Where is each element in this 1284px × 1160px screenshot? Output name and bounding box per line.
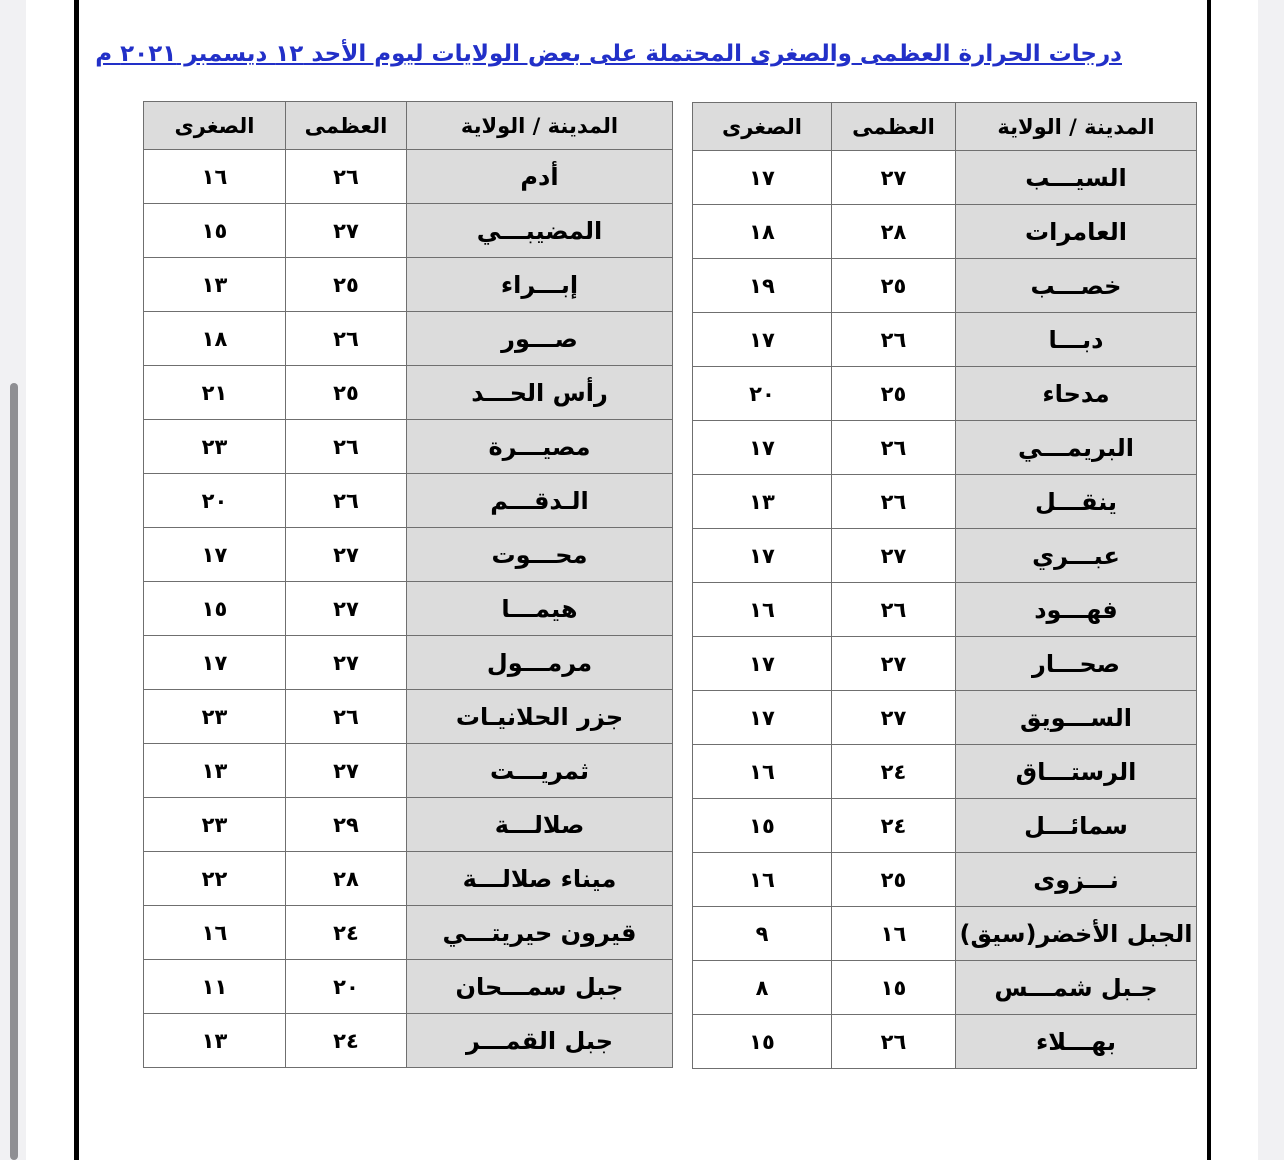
max-temp-cell: ٢٦ bbox=[832, 1015, 956, 1069]
city-cell: هيمـــا bbox=[407, 582, 673, 636]
city-cell: جـبل شمـــس bbox=[956, 961, 1197, 1015]
city-cell: بهـــلاء bbox=[956, 1015, 1197, 1069]
min-temp-cell: ٢٣ bbox=[144, 420, 286, 474]
table-row bbox=[144, 312, 673, 366]
table-row bbox=[144, 420, 673, 474]
city-cell: السيـــب bbox=[956, 151, 1197, 205]
city-cell: مدحاء bbox=[956, 367, 1197, 421]
min-temp-cell: ٢٠ bbox=[144, 474, 286, 528]
temperature-table-left bbox=[143, 101, 673, 1068]
city-cell: البريمـــي bbox=[956, 421, 1197, 475]
max-temp-cell: ٢٧ bbox=[286, 204, 407, 258]
max-temp-cell: ٢٦ bbox=[286, 690, 407, 744]
city-cell: سمائـــل bbox=[956, 799, 1197, 853]
city-cell: مرمـــول bbox=[407, 636, 673, 690]
table-row bbox=[144, 690, 673, 744]
table-row bbox=[144, 852, 673, 906]
city-cell: جبل سمـــحان bbox=[407, 960, 673, 1014]
max-temp-cell: ٢٧ bbox=[832, 529, 956, 583]
table-row bbox=[693, 1015, 1197, 1069]
min-temp-cell: ١٧ bbox=[693, 637, 832, 691]
table-row bbox=[693, 691, 1197, 745]
max-temp-cell: ٢٥ bbox=[832, 259, 956, 313]
max-temp-cell: ٢٥ bbox=[286, 258, 407, 312]
city-cell: الســـويق bbox=[956, 691, 1197, 745]
min-temp-cell: ١٣ bbox=[144, 258, 286, 312]
city-cell: مصيـــرة bbox=[407, 420, 673, 474]
min-temp-cell: ٩ bbox=[693, 907, 832, 961]
max-temp-cell: ٢٧ bbox=[286, 636, 407, 690]
table-header-row bbox=[693, 103, 1197, 151]
table-row bbox=[693, 907, 1197, 961]
header-min: الصغرى bbox=[144, 102, 286, 150]
city-cell: العامرات bbox=[956, 205, 1197, 259]
table-row bbox=[144, 960, 673, 1014]
min-temp-cell: ٢٢ bbox=[144, 852, 286, 906]
header-city: المدينة / الولاية bbox=[956, 103, 1197, 151]
max-temp-cell: ٢٦ bbox=[286, 150, 407, 204]
table-row bbox=[144, 636, 673, 690]
max-temp-cell: ٢٦ bbox=[286, 420, 407, 474]
min-temp-cell: ١٧ bbox=[693, 151, 832, 205]
table-row bbox=[693, 313, 1197, 367]
table-row bbox=[693, 745, 1197, 799]
max-temp-cell: ٢٧ bbox=[286, 744, 407, 798]
header-min: الصغرى bbox=[693, 103, 832, 151]
right-margin bbox=[1258, 0, 1284, 1160]
city-cell: خصـــب bbox=[956, 259, 1197, 313]
city-cell: فهـــود bbox=[956, 583, 1197, 637]
max-temp-cell: ٢٤ bbox=[286, 1014, 407, 1068]
page-title: درجات الحرارة العظمى والصغرى المحتملة على بعض الولايات ليوم الأحد ١٢ ديسمبر ٢٠٢١ م bbox=[95, 41, 1122, 67]
city-cell: جزر الحلانيـات bbox=[407, 690, 673, 744]
vertical-scrollbar[interactable] bbox=[10, 383, 18, 1160]
min-temp-cell: ١٧ bbox=[693, 529, 832, 583]
table-row bbox=[693, 475, 1197, 529]
max-temp-cell: ٢٥ bbox=[286, 366, 407, 420]
min-temp-cell: ١٨ bbox=[144, 312, 286, 366]
max-temp-cell: ٢٦ bbox=[832, 421, 956, 475]
max-temp-cell: ٢٦ bbox=[286, 474, 407, 528]
city-cell: صلالـــة bbox=[407, 798, 673, 852]
table-row bbox=[144, 582, 673, 636]
max-temp-cell: ٢٦ bbox=[286, 312, 407, 366]
table-row bbox=[144, 474, 673, 528]
table-row bbox=[693, 961, 1197, 1015]
table-row bbox=[144, 906, 673, 960]
city-cell: قيرون حيريتـــي bbox=[407, 906, 673, 960]
table-row bbox=[144, 366, 673, 420]
table-row bbox=[693, 637, 1197, 691]
max-temp-cell: ٢٥ bbox=[832, 853, 956, 907]
min-temp-cell: ١٦ bbox=[144, 906, 286, 960]
table-row bbox=[144, 204, 673, 258]
header-city: المدينة / الولاية bbox=[407, 102, 673, 150]
min-temp-cell: ١٦ bbox=[144, 150, 286, 204]
city-cell: عبـــري bbox=[956, 529, 1197, 583]
city-cell: صحـــار bbox=[956, 637, 1197, 691]
table-row bbox=[144, 150, 673, 204]
city-cell: محـــوت bbox=[407, 528, 673, 582]
city-cell: ثمريـــت bbox=[407, 744, 673, 798]
max-temp-cell: ٢٧ bbox=[286, 582, 407, 636]
table-row bbox=[693, 151, 1197, 205]
city-cell: الجبل الأخضر(سيق) bbox=[956, 907, 1197, 961]
min-temp-cell: ٢٣ bbox=[144, 690, 286, 744]
page-border-right bbox=[1207, 0, 1211, 1160]
city-cell: إبـــراء bbox=[407, 258, 673, 312]
max-temp-cell: ٢٧ bbox=[832, 151, 956, 205]
table-row bbox=[144, 1014, 673, 1068]
table-row bbox=[693, 205, 1197, 259]
max-temp-cell: ٢٩ bbox=[286, 798, 407, 852]
min-temp-cell: ١٦ bbox=[693, 853, 832, 907]
city-cell: رأس الحـــد bbox=[407, 366, 673, 420]
table-row bbox=[693, 421, 1197, 475]
min-temp-cell: ١٥ bbox=[693, 1015, 832, 1069]
city-cell: نـــزوى bbox=[956, 853, 1197, 907]
min-temp-cell: ١٨ bbox=[693, 205, 832, 259]
min-temp-cell: ١٦ bbox=[693, 583, 832, 637]
max-temp-cell: ٢٦ bbox=[832, 583, 956, 637]
max-temp-cell: ٢٨ bbox=[832, 205, 956, 259]
table-row bbox=[693, 367, 1197, 421]
max-temp-cell: ٢٠ bbox=[286, 960, 407, 1014]
min-temp-cell: ٢١ bbox=[144, 366, 286, 420]
min-temp-cell: ١٧ bbox=[144, 528, 286, 582]
min-temp-cell: ١٥ bbox=[144, 582, 286, 636]
min-temp-cell: ١٧ bbox=[693, 691, 832, 745]
min-temp-cell: ٢٣ bbox=[144, 798, 286, 852]
table-row bbox=[693, 799, 1197, 853]
table-row bbox=[144, 258, 673, 312]
city-cell: دبـــا bbox=[956, 313, 1197, 367]
city-cell: أدم bbox=[407, 150, 673, 204]
table-header-row bbox=[144, 102, 673, 150]
max-temp-cell: ٢٤ bbox=[832, 745, 956, 799]
max-temp-cell: ١٦ bbox=[832, 907, 956, 961]
max-temp-cell: ٢٤ bbox=[832, 799, 956, 853]
max-temp-cell: ٢٦ bbox=[832, 313, 956, 367]
city-cell: الرستـــاق bbox=[956, 745, 1197, 799]
max-temp-cell: ٢٧ bbox=[832, 691, 956, 745]
table-row bbox=[693, 259, 1197, 313]
min-temp-cell: ١٣ bbox=[693, 475, 832, 529]
min-temp-cell: ٢٠ bbox=[693, 367, 832, 421]
min-temp-cell: ١٦ bbox=[693, 745, 832, 799]
city-cell: صـــور bbox=[407, 312, 673, 366]
city-cell: جبل القمـــر bbox=[407, 1014, 673, 1068]
page-border-left bbox=[74, 0, 79, 1160]
table-row bbox=[693, 529, 1197, 583]
header-max: العظمى bbox=[286, 102, 407, 150]
max-temp-cell: ١٥ bbox=[832, 961, 956, 1015]
min-temp-cell: ١٣ bbox=[144, 1014, 286, 1068]
table-row bbox=[693, 583, 1197, 637]
city-cell: ميناء صلالـــة bbox=[407, 852, 673, 906]
max-temp-cell: ٢٤ bbox=[286, 906, 407, 960]
max-temp-cell: ٢٧ bbox=[286, 528, 407, 582]
max-temp-cell: ٢٧ bbox=[832, 637, 956, 691]
table-row bbox=[144, 744, 673, 798]
min-temp-cell: ١٥ bbox=[693, 799, 832, 853]
min-temp-cell: ١٣ bbox=[144, 744, 286, 798]
table-row bbox=[144, 528, 673, 582]
max-temp-cell: ٢٥ bbox=[832, 367, 956, 421]
min-temp-cell: ١٧ bbox=[693, 421, 832, 475]
header-max: العظمى bbox=[832, 103, 956, 151]
temperature-table-right bbox=[692, 102, 1197, 1069]
table-row bbox=[144, 798, 673, 852]
min-temp-cell: ١٧ bbox=[693, 313, 832, 367]
city-cell: الـدقـــم bbox=[407, 474, 673, 528]
table-row bbox=[693, 853, 1197, 907]
min-temp-cell: ١٧ bbox=[144, 636, 286, 690]
min-temp-cell: ٨ bbox=[693, 961, 832, 1015]
min-temp-cell: ١٥ bbox=[144, 204, 286, 258]
min-temp-cell: ١١ bbox=[144, 960, 286, 1014]
max-temp-cell: ٢٦ bbox=[832, 475, 956, 529]
min-temp-cell: ١٩ bbox=[693, 259, 832, 313]
city-cell: ينقـــل bbox=[956, 475, 1197, 529]
city-cell: المضيبـــي bbox=[407, 204, 673, 258]
max-temp-cell: ٢٨ bbox=[286, 852, 407, 906]
